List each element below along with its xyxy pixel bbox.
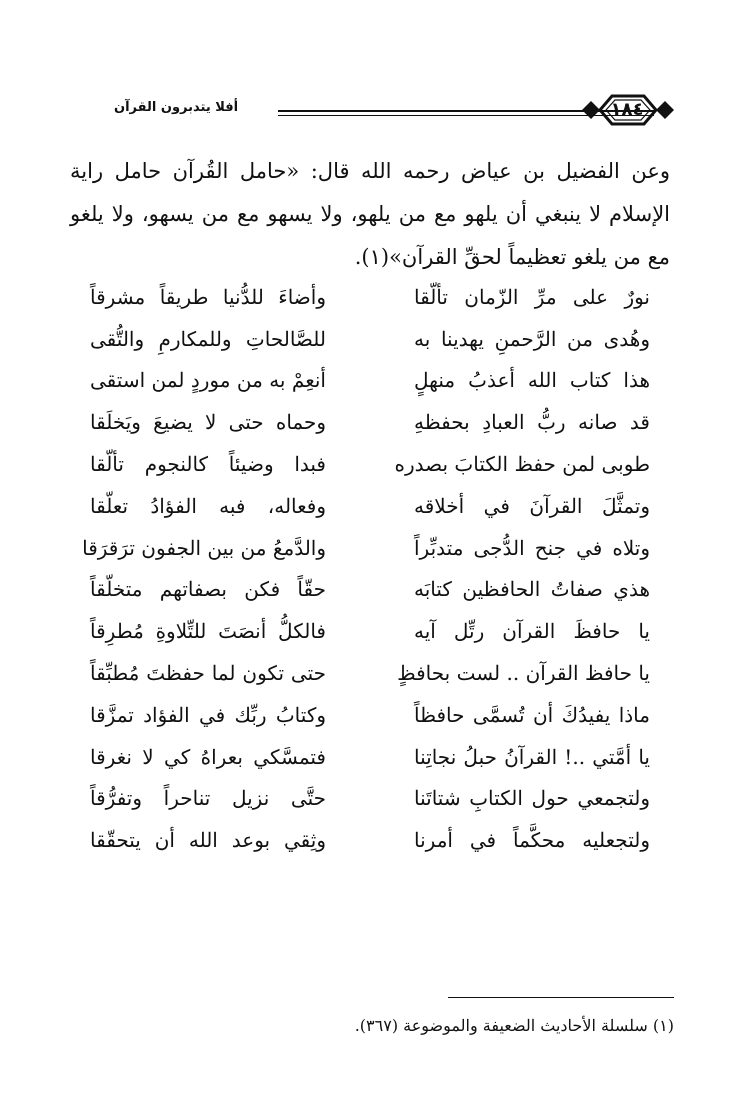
poem-verse [90, 569, 650, 611]
verse-first-half: قد صانه ربُّ العبادِ بحفظهِ [414, 410, 650, 435]
verse-first-half: طوبى لمن حفظ الكتابَ بصدره [394, 452, 650, 477]
verse-second-half: حقّاً فكن بصفاتهم متخلّقاً [90, 577, 326, 602]
verse-second-half: وأضاءَ للدُّنيا طريقاً مشرقاً [90, 284, 326, 309]
poem-verse [90, 276, 650, 318]
verse-first-half: وهُدى من الرَّحمنِ يهدينا به [414, 326, 650, 351]
prose-text: وعن الفضيل بن عياض رحمه الله قال: «حامل القُرآن حامل راية الإسلام لا ينبغي أن يلهو مع من يلهو، ولا يسهو مع من يسهو، ولا يلغو مع من يلغو تعظيماً لحقِّ القرآن»(١). [70, 159, 670, 269]
poem-verse [90, 318, 650, 360]
verse-first-half: ولتجعليه محكَّماً في أمرنا [414, 828, 650, 853]
poem-verse [90, 360, 650, 402]
poem-verse [90, 778, 650, 820]
page-number: ١٨٤ [610, 99, 644, 120]
verse-second-half: وحماه حتى لا يضيعَ ويَخلَقا [90, 410, 326, 435]
verse-first-half: وتمثَّلَ القرآنَ في أخلاقه [414, 493, 650, 518]
poem-verse [90, 736, 650, 778]
footnote-separator [448, 997, 674, 998]
verse-second-half: وثِقي بوعد الله أن يتحقّقا [90, 828, 326, 853]
verse-first-half: هذا كتاب الله أعذبُ منهلٍ [414, 368, 650, 393]
poem-verse [90, 652, 650, 694]
verse-first-half: يا حافظَ القرآن رتِّل آيه [414, 619, 650, 644]
running-title: أفلا يتدبرون القرآن [114, 100, 239, 115]
verse-second-half: فبدا وضيئاً كالنجوم تألّقا [90, 452, 326, 477]
poem-verse [90, 694, 650, 736]
verse-second-half: أنعِمْ به من موردٍ لمن استقى [90, 368, 326, 393]
verse-first-half: نورٌ على مرِّ الزّمان تألّقا [414, 284, 650, 309]
poem-verse [90, 610, 650, 652]
verse-first-half: يا أمَّتي ..! القرآنُ حبلُ نجاتِنا [414, 744, 650, 769]
verse-second-half: حتى تكون لما حفظتَ مُطبِّقاً [90, 661, 326, 686]
poem-verse [90, 443, 650, 485]
verse-second-half: حتَّى نزيل تناحراً وتفرُّقاً [90, 786, 326, 811]
verse-second-half: وفعاله، فبه الفؤادُ تعلّقا [90, 493, 326, 518]
verse-second-half: للصَّالحاتِ وللمكارمِ والتُّقى [90, 326, 326, 351]
verse-first-half: ماذا يفيدُكَ أن تُسمَّى حافظاً [414, 702, 650, 727]
running-header [100, 88, 674, 132]
poem-verse [90, 819, 650, 861]
verse-second-half: وكتابُ ربِّك في الفؤاد تمزَّقا [90, 702, 326, 727]
verse-first-half: هذي صفاتُ الحافظين كتابَه [414, 577, 650, 602]
verse-first-half: ولتجمعي حول الكتابِ شتاتَنا [414, 786, 650, 811]
footnote: (١) سلسلة الأحاديث الضعيفة والموضوعة (٣٦٧). [354, 1016, 674, 1035]
verse-second-half: والدَّمعُ من بين الجفون ترَقرَقا [82, 535, 326, 560]
prose-paragraph [70, 150, 670, 279]
poem-verse [90, 485, 650, 527]
verse-first-half: يا حافظ القرآن .. لست بحافظٍ [397, 661, 650, 686]
verse-second-half: فتمسَّكي بعراهُ كي لا نغرقا [90, 744, 326, 769]
verse-second-half: فالكلُّ أنصَتَ للتِّلاوةِ مُطرِقاً [90, 619, 326, 644]
poem-verse [82, 527, 650, 569]
verse-first-half: وتلاه في جنح الدُّجى متدبِّراً [414, 535, 650, 560]
poem-verse [90, 401, 650, 443]
poem [82, 276, 650, 861]
